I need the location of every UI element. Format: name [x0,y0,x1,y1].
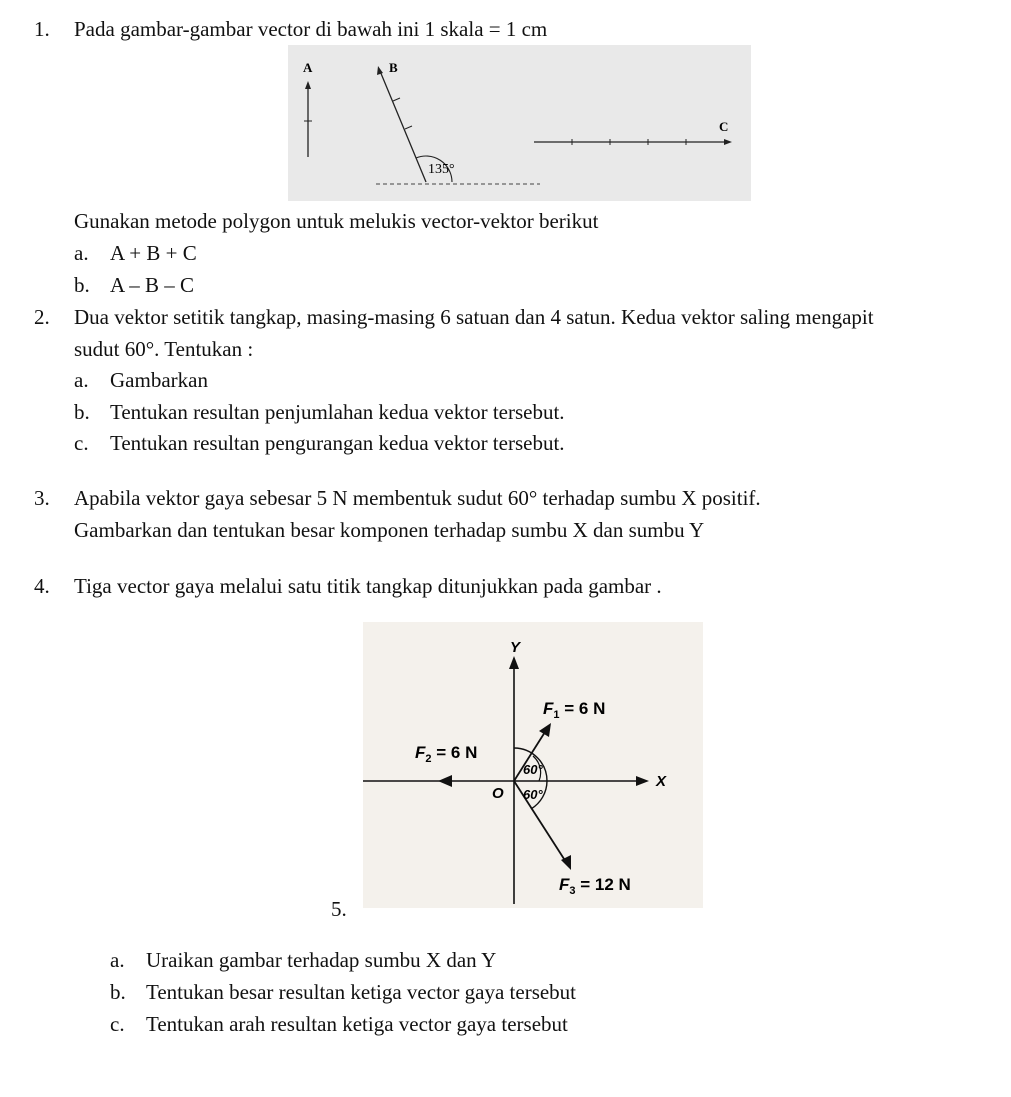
q1-item-a-text: A + B + C [110,241,197,265]
q2-item-c-text: Tentukan resultan pengurangan kedua vektor tersebut. [110,431,565,455]
q2-item-c-letter: c. [74,431,89,455]
q2-item-b-letter: b. [74,400,90,424]
q4-force-figure [363,622,703,908]
origin-label: O [492,785,504,802]
q2-number: 2. [34,305,50,329]
q1-number: 1. [34,17,50,41]
q3-number: 3. [34,486,50,510]
upper-angle-label: 60° [523,762,543,777]
f3-symbol: F [559,875,570,894]
f2-subscript: 2 [425,753,432,765]
f2-value: = 6 N [431,743,478,762]
q1-vector-figure [288,45,751,201]
q5-item-b-text: Tentukan besar resultan ketiga vector gaya tersebut [146,980,577,1004]
lower-angle-label: 60° [523,787,543,802]
f2-label [415,743,477,765]
f1-value: = 6 N [559,699,606,718]
y-axis-label: Y [510,639,521,656]
q1-instruction: Gunakan metode polygon untuk melukis vector-vektor berikut [74,209,599,233]
q2-item-b-text: Tentukan resultan penjumlahan kedua vektor tersebut. [110,400,565,424]
vector-b-label: B [389,60,398,75]
q2-item-a-letter: a. [74,368,89,392]
q1-figure-background [288,45,751,201]
f1-subscript: 1 [553,709,560,721]
x-axis-label: X [656,773,667,790]
q3-line1: Apabila vektor gaya sebesar 5 N membentuk sudut 60° terhadap sumbu X positif. [74,486,761,510]
f3-value: = 12 N [575,875,631,894]
q2-item-a-text: Gambarkan [110,368,208,392]
q1-vector-svg [288,45,751,201]
vector-a-label: A [303,60,313,75]
q1-item-b-letter: b. [74,273,90,297]
q4-force-svg [363,622,703,908]
q1-item-a-letter: a. [74,241,89,265]
q5-item-a-text: Uraikan gambar terhadap sumbu X dan Y [146,948,497,972]
q5-item-a-letter: a. [110,948,125,972]
q3-line2: Gambarkan dan tentukan besar komponen terhadap sumbu X dan sumbu Y [74,518,705,542]
f2-symbol: F [415,743,426,762]
q2-line2: sudut 60°. Tentukan : [74,337,254,361]
vector-c-label: C [719,119,729,134]
q5-number: 5. [331,897,347,921]
f1-label [543,699,605,721]
q5-item-c-text: Tentukan arah resultan ketiga vector gaya tersebut [146,1012,568,1036]
q5-item-c-letter: c. [110,1012,125,1036]
q1-item-b-text: A – B – C [110,273,195,297]
q2-line1: Dua vektor setitik tangkap, masing-masing 6 satuan dan 4 satun. Kedua vektor saling mengapit [74,305,874,329]
q1-text: Pada gambar-gambar vector di bawah ini 1 skala = 1 cm [74,17,548,41]
f3-subscript: 3 [569,885,576,897]
q4-number: 4. [34,574,50,598]
q5-item-b-letter: b. [110,980,126,1004]
q4-text: Tiga vector gaya melalui satu titik tangkap ditunjukkan pada gambar . [74,574,662,598]
f1-symbol: F [543,699,554,718]
angle-label: 135° [428,162,455,177]
